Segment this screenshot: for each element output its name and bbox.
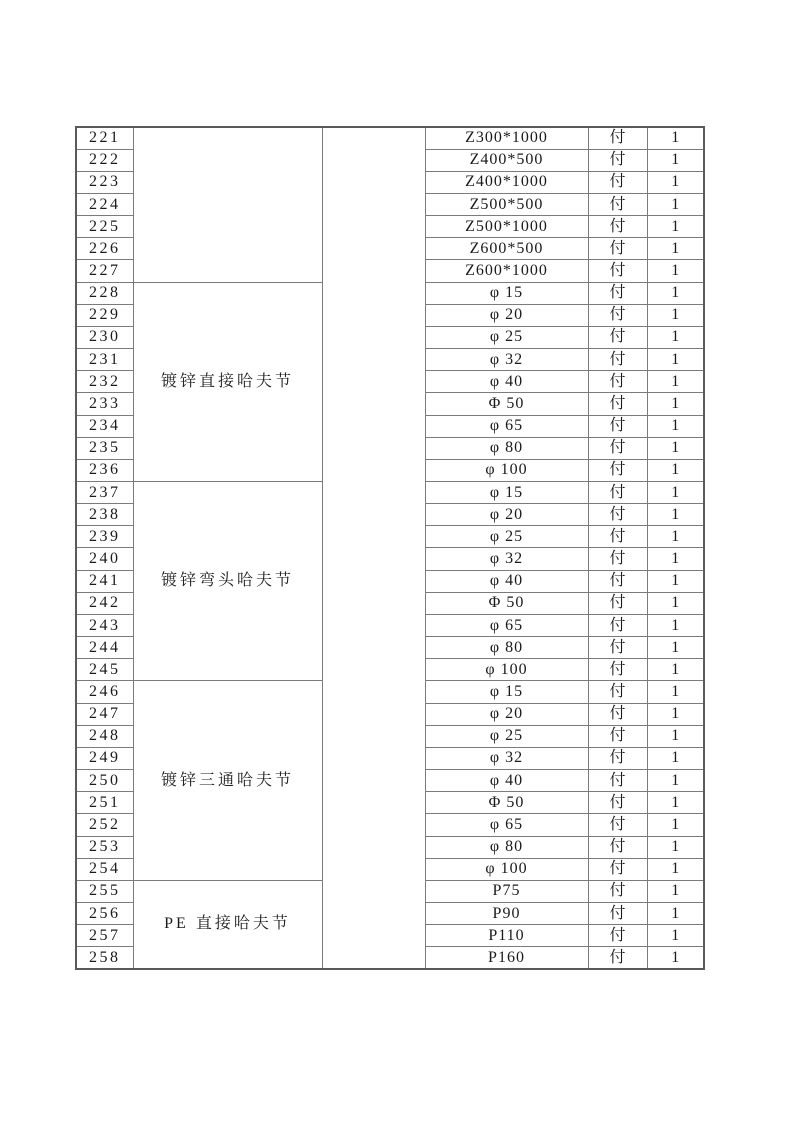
quantity-cell: 1: [647, 659, 704, 681]
quantity-cell: 1: [647, 459, 704, 481]
unit-cell: 付: [588, 437, 647, 459]
unit-cell: 付: [588, 171, 647, 193]
row-number-cell: 251: [76, 792, 133, 814]
specification-cell: φ 15: [425, 482, 588, 504]
quantity-cell: 1: [647, 947, 704, 969]
unit-cell: 付: [588, 614, 647, 636]
unit-cell: 付: [588, 504, 647, 526]
specification-cell: φ 100: [425, 858, 588, 880]
quantity-cell: 1: [647, 836, 704, 858]
row-number-cell: 248: [76, 725, 133, 747]
row-number-cell: 236: [76, 459, 133, 481]
specification-cell: φ 32: [425, 747, 588, 769]
quantity-cell: 1: [647, 437, 704, 459]
quantity-cell: 1: [647, 681, 704, 703]
row-number-cell: 249: [76, 747, 133, 769]
unit-cell: 付: [588, 326, 647, 348]
row-number-cell: 253: [76, 836, 133, 858]
item-name-cell: 镀锌三通哈夫节: [133, 681, 322, 880]
specification-cell: Φ 50: [425, 592, 588, 614]
unit-cell: 付: [588, 770, 647, 792]
item-name-cell: PE 直接哈夫节: [133, 880, 322, 969]
spec-table: [75, 126, 705, 970]
quantity-cell: 1: [647, 393, 704, 415]
unit-cell: 付: [588, 814, 647, 836]
unit-cell: 付: [588, 592, 647, 614]
quantity-cell: 1: [647, 282, 704, 304]
row-number-cell: 240: [76, 548, 133, 570]
specification-cell: φ 40: [425, 570, 588, 592]
specification-cell: φ 65: [425, 614, 588, 636]
specification-cell: φ 15: [425, 681, 588, 703]
quantity-cell: 1: [647, 614, 704, 636]
specification-cell: φ 65: [425, 814, 588, 836]
specification-cell: P90: [425, 902, 588, 924]
specification-cell: φ 25: [425, 326, 588, 348]
row-number-cell: 245: [76, 659, 133, 681]
quantity-cell: 1: [647, 171, 704, 193]
unit-cell: 付: [588, 415, 647, 437]
row-number-cell: 223: [76, 171, 133, 193]
quantity-cell: 1: [647, 703, 704, 725]
quantity-cell: 1: [647, 504, 704, 526]
specification-cell: φ 15: [425, 282, 588, 304]
row-number-cell: 221: [76, 127, 133, 149]
unit-cell: 付: [588, 880, 647, 902]
quantity-cell: 1: [647, 792, 704, 814]
quantity-cell: 1: [647, 637, 704, 659]
unit-cell: 付: [588, 902, 647, 924]
quantity-cell: 1: [647, 193, 704, 215]
specification-cell: Z600*1000: [425, 260, 588, 282]
quantity-cell: 1: [647, 570, 704, 592]
specification-cell: P110: [425, 925, 588, 947]
row-number-cell: 224: [76, 193, 133, 215]
row-number-cell: 222: [76, 149, 133, 171]
row-number-cell: 235: [76, 437, 133, 459]
quantity-cell: 1: [647, 149, 704, 171]
specification-cell: Z400*500: [425, 149, 588, 171]
unit-cell: 付: [588, 459, 647, 481]
row-number-cell: 238: [76, 504, 133, 526]
specification-cell: φ 80: [425, 637, 588, 659]
quantity-cell: 1: [647, 902, 704, 924]
row-number-cell: 231: [76, 349, 133, 371]
specification-cell: φ 32: [425, 548, 588, 570]
quantity-cell: 1: [647, 925, 704, 947]
specification-cell: φ 25: [425, 526, 588, 548]
unit-cell: 付: [588, 703, 647, 725]
row-number-cell: 258: [76, 947, 133, 969]
quantity-cell: 1: [647, 326, 704, 348]
specification-cell: Z500*500: [425, 193, 588, 215]
quantity-cell: 1: [647, 304, 704, 326]
specification-cell: Φ 50: [425, 792, 588, 814]
row-number-cell: 247: [76, 703, 133, 725]
quantity-cell: 1: [647, 548, 704, 570]
unit-cell: 付: [588, 747, 647, 769]
specification-cell: φ 40: [425, 770, 588, 792]
unit-cell: 付: [588, 482, 647, 504]
unit-cell: 付: [588, 238, 647, 260]
quantity-cell: 1: [647, 260, 704, 282]
row-number-cell: 246: [76, 681, 133, 703]
unit-cell: 付: [588, 637, 647, 659]
specification-cell: φ 65: [425, 415, 588, 437]
unit-cell: 付: [588, 947, 647, 969]
specification-cell: P160: [425, 947, 588, 969]
unit-cell: 付: [588, 925, 647, 947]
row-number-cell: 243: [76, 614, 133, 636]
quantity-cell: 1: [647, 747, 704, 769]
specification-cell: φ 100: [425, 459, 588, 481]
quantity-cell: 1: [647, 371, 704, 393]
unit-cell: 付: [588, 282, 647, 304]
table-row: [76, 127, 704, 149]
specification-cell: φ 32: [425, 349, 588, 371]
quantity-cell: 1: [647, 415, 704, 437]
row-number-cell: 228: [76, 282, 133, 304]
quantity-cell: 1: [647, 880, 704, 902]
unit-cell: 付: [588, 792, 647, 814]
row-number-cell: 242: [76, 592, 133, 614]
row-number-cell: 256: [76, 902, 133, 924]
quantity-cell: 1: [647, 770, 704, 792]
row-number-cell: 233: [76, 393, 133, 415]
row-number-cell: 227: [76, 260, 133, 282]
row-number-cell: 257: [76, 925, 133, 947]
quantity-cell: 1: [647, 216, 704, 238]
unit-cell: 付: [588, 548, 647, 570]
row-number-cell: 255: [76, 880, 133, 902]
unit-cell: 付: [588, 216, 647, 238]
row-number-cell: 244: [76, 637, 133, 659]
row-number-cell: 234: [76, 415, 133, 437]
unit-cell: 付: [588, 393, 647, 415]
quantity-cell: 1: [647, 526, 704, 548]
unit-cell: 付: [588, 371, 647, 393]
specification-cell: Z500*1000: [425, 216, 588, 238]
row-number-cell: 225: [76, 216, 133, 238]
unit-cell: 付: [588, 193, 647, 215]
unit-cell: 付: [588, 127, 647, 149]
quantity-cell: 1: [647, 858, 704, 880]
row-number-cell: 250: [76, 770, 133, 792]
quantity-cell: 1: [647, 482, 704, 504]
specification-cell: φ 20: [425, 703, 588, 725]
unit-cell: 付: [588, 681, 647, 703]
specification-cell: Z400*1000: [425, 171, 588, 193]
item-name-cell: [133, 127, 322, 282]
row-number-cell: 226: [76, 238, 133, 260]
row-number-cell: 239: [76, 526, 133, 548]
row-number-cell: 252: [76, 814, 133, 836]
specification-cell: φ 80: [425, 836, 588, 858]
quantity-cell: 1: [647, 238, 704, 260]
row-number-cell: 254: [76, 858, 133, 880]
specification-cell: φ 40: [425, 371, 588, 393]
specification-cell: Φ 50: [425, 393, 588, 415]
unit-cell: 付: [588, 149, 647, 171]
unit-cell: 付: [588, 349, 647, 371]
specification-cell: φ 80: [425, 437, 588, 459]
quantity-cell: 1: [647, 725, 704, 747]
unit-cell: 付: [588, 304, 647, 326]
specification-cell: φ 100: [425, 659, 588, 681]
table-body: [76, 127, 704, 969]
row-number-cell: 232: [76, 371, 133, 393]
row-number-cell: 229: [76, 304, 133, 326]
specification-cell: Z600*500: [425, 238, 588, 260]
specification-cell: Z300*1000: [425, 127, 588, 149]
unit-cell: 付: [588, 260, 647, 282]
row-number-cell: 237: [76, 482, 133, 504]
row-number-cell: 230: [76, 326, 133, 348]
specification-cell: φ 20: [425, 304, 588, 326]
quantity-cell: 1: [647, 814, 704, 836]
blank-merged-cell: [322, 127, 425, 969]
unit-cell: 付: [588, 836, 647, 858]
specification-cell: φ 20: [425, 504, 588, 526]
item-name-cell: 镀锌弯头哈夫节: [133, 482, 322, 681]
item-name-cell: 镀锌直接哈夫节: [133, 282, 322, 481]
unit-cell: 付: [588, 659, 647, 681]
quantity-cell: 1: [647, 127, 704, 149]
quantity-cell: 1: [647, 349, 704, 371]
specification-cell: φ 25: [425, 725, 588, 747]
row-number-cell: 241: [76, 570, 133, 592]
quantity-cell: 1: [647, 592, 704, 614]
unit-cell: 付: [588, 570, 647, 592]
unit-cell: 付: [588, 526, 647, 548]
unit-cell: 付: [588, 858, 647, 880]
specification-cell: P75: [425, 880, 588, 902]
unit-cell: 付: [588, 725, 647, 747]
